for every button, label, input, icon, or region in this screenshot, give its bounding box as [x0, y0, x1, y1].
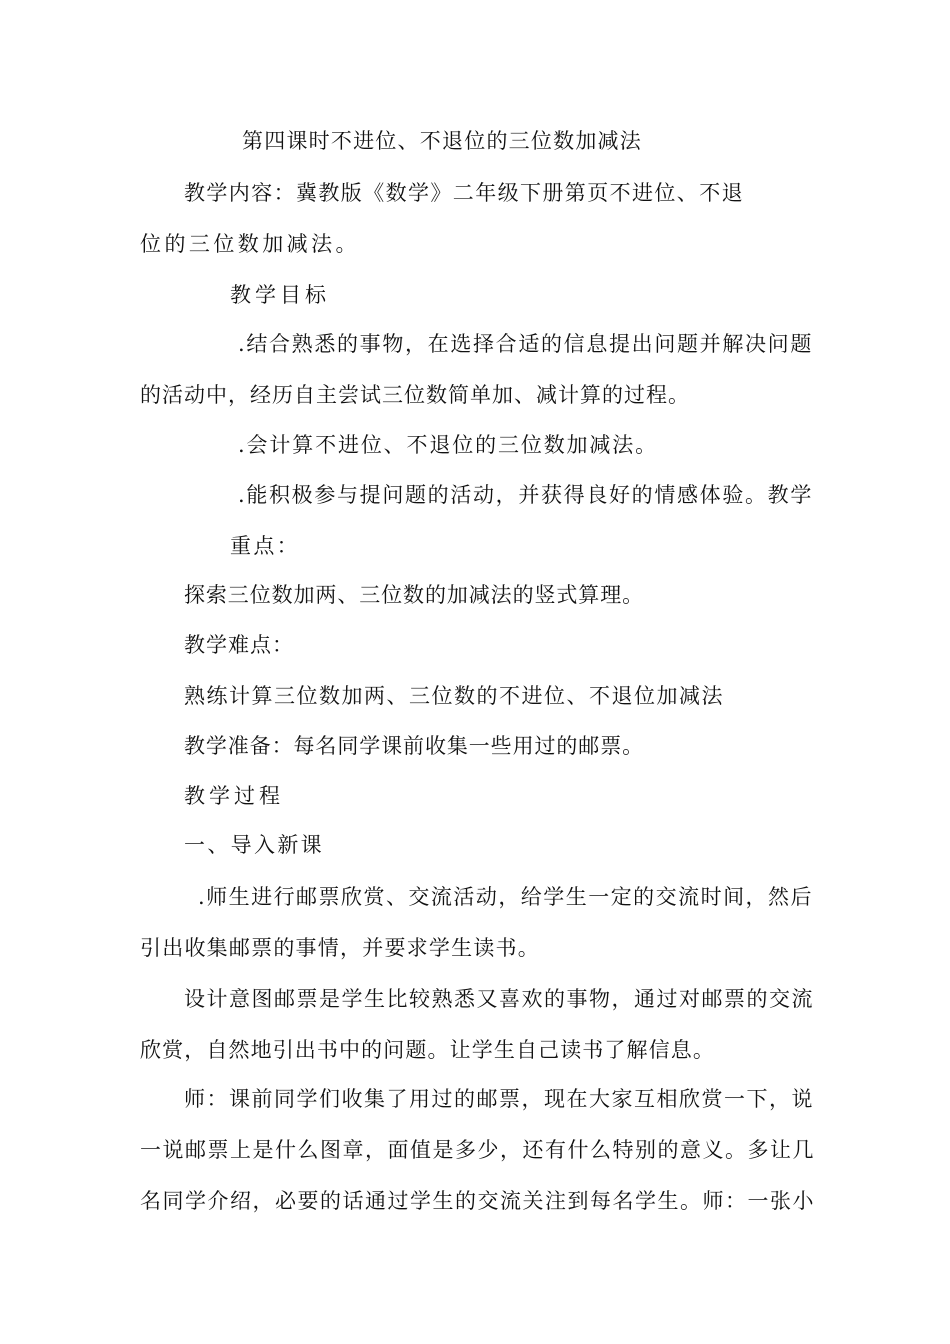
paragraph-line: 引出收集邮票的事情，并要求学生读书。: [140, 936, 540, 960]
paragraph-line: 位的三位数加减法。: [140, 232, 360, 256]
paragraph-line: .师生进行邮票欣赏、交流活动，给学生一定的交流时间，然后: [198, 885, 813, 909]
paragraph-line: 探索三位数加两、三位数的加减法的竖式算理。: [184, 583, 644, 607]
section-heading: 教学目标: [230, 283, 330, 307]
paragraph-line: 熟练计算三位数加两、三位数的不进位、不退位加减法: [184, 684, 724, 708]
section-heading: 一、导入新课: [184, 833, 324, 857]
paragraph-line: 欣赏，自然地引出书中的问题。让学生自己读书了解信息。: [140, 1038, 715, 1062]
paragraph-line: .能积极参与提问题的活动，并获得良好的情感体验。教学: [238, 483, 813, 507]
paragraph-line: 的活动中，经历自主尝试三位数简单加、减计算的过程。: [140, 383, 690, 407]
paragraph-line: 一说邮票上是什么图章，面值是多少，还有什么特别的意义。多让几: [140, 1138, 815, 1162]
paragraph-line: 教学准备：每名同学课前收集一些用过的邮票。: [184, 734, 644, 758]
paragraph-line: .结合熟悉的事物，在选择合适的信息提出问题并解决问题: [238, 332, 813, 356]
paragraph-line: 师：课前同学们收集了用过的邮票，现在大家互相欣赏一下，说: [184, 1087, 814, 1111]
paragraph-line: 设计意图邮票是学生比较熟悉又喜欢的事物，通过对邮票的交流: [184, 987, 814, 1011]
section-heading: 教学过程: [184, 784, 284, 808]
paragraph-line: .会计算不进位、不退位的三位数加减法。: [238, 433, 658, 457]
paragraph-line: 名同学介绍，必要的话通过学生的交流关注到每名学生。师：一张小: [140, 1189, 815, 1213]
section-heading: 教学难点：: [184, 633, 294, 657]
paragraph-line: 教学内容：冀教版《数学》二年级下册第页不进位、不退: [184, 181, 744, 205]
document-title: 第四课时不进位、不退位的三位数加减法: [242, 129, 642, 153]
paragraph-line: 重点：: [230, 534, 300, 558]
